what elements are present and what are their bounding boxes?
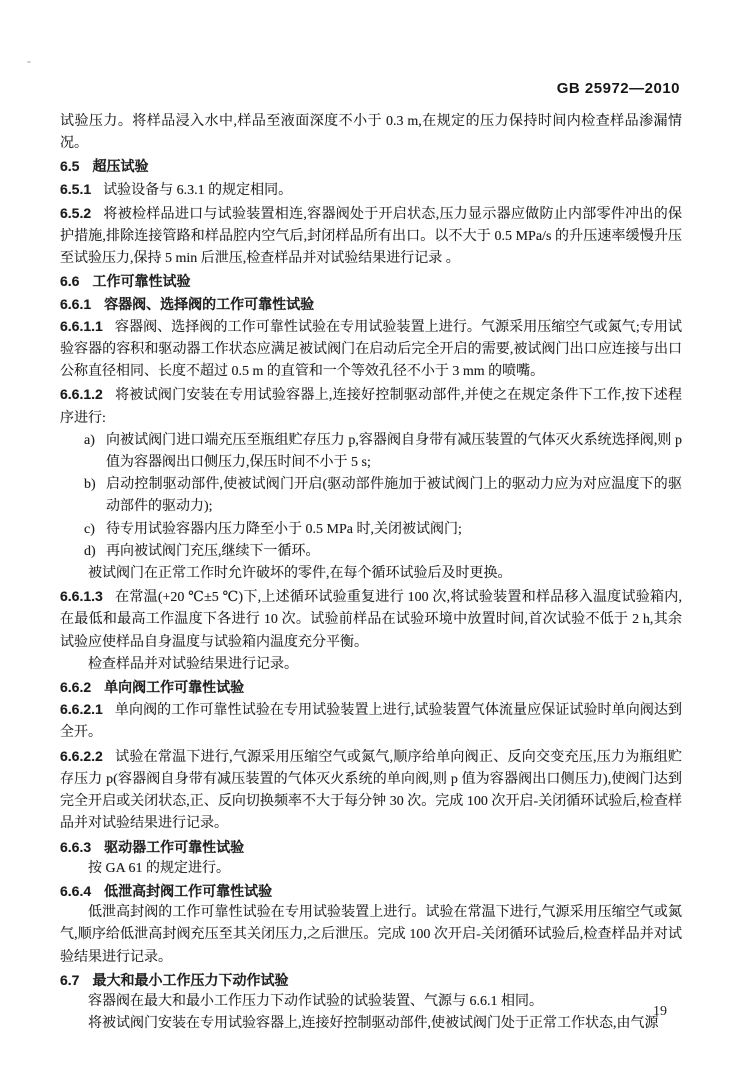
body-paragraph: 试验压力。将样品浸入水中,样品至液面深度不小于 0.3 m,在规定的压力保持时间内检查样品渗漏情况。 xyxy=(60,114,682,152)
clause-heading-6-6-3 xyxy=(60,836,682,858)
procedure-list-item xyxy=(60,430,682,474)
body-paragraph: 低泄高封阀的工作可靠性试验在专用试验装置上进行。试验在常温下进行,气源采用压缩空气或氮气,顺序给低泄高封阀充压至其关闭压力,之后泄压。完成 100 次开启-关闭循环试验后,检查样品并对试验结果进行记录。 xyxy=(60,905,682,965)
clause-paragraph-6-6-2-2 xyxy=(60,745,682,836)
clause-heading-6-6-4 xyxy=(60,880,682,902)
list-text: 向被试阀门进口端充压至瓶组贮存压力 p,容器阀自身带有减压装置的气体灭火系统选择阀,则 p 值为容器阀出口侧压力,保压时间不小于 5 s; xyxy=(106,432,682,471)
page-number: 19 xyxy=(653,1004,667,1019)
procedure-list-item xyxy=(60,519,682,541)
clause-heading-6-6-2 xyxy=(60,676,682,698)
clause-heading-6-6 xyxy=(60,270,682,292)
clause-number: 6.5.2 xyxy=(60,204,92,221)
clause-heading-6-5 xyxy=(60,155,682,177)
procedure-list-item xyxy=(60,541,682,563)
clause-heading-6-6-1 xyxy=(60,293,682,315)
clause-text: 单向阀的工作可靠性试验在专用试验装置上进行,试验装置气体流量应保证试验时单向阀达到全开。 xyxy=(60,703,682,741)
list-text: 再向被试阀门充压,继续下一循环。 xyxy=(106,543,320,559)
clause-number: 6.5.1 xyxy=(60,180,92,197)
body-paragraph: 检查样品并对试验结果进行记录。 xyxy=(88,656,298,672)
clause-heading-6-7 xyxy=(60,969,682,991)
clause-number: 6.6.1.3 xyxy=(60,588,103,605)
clause-text: 容器阀、选择阀的工作可靠性试验在专用试验装置上进行。气源采用压缩空气或氮气;专用试验容器的容积和驱动器工作状态应满足被试阀门在启动后完全开启的需要,被试阀门出口应连接与出口公称直径相同、长度不超过 0.5 m 的直管和一个等效孔径不小于 3 mm 的喷嘴。 xyxy=(60,319,682,380)
list-marker: d) xyxy=(84,543,96,559)
clause-title: 工作可靠性试验 xyxy=(92,273,191,290)
clause-paragraph-6-5-1 xyxy=(60,178,682,202)
clause-title: 最大和最小工作压力下动作试验 xyxy=(92,971,289,988)
clause-number: 6.6.4 xyxy=(60,882,92,899)
clause-title: 超压试验 xyxy=(92,158,149,175)
clause-title: 单向阀工作可靠性试验 xyxy=(104,679,245,696)
clause-number: 6.7 xyxy=(60,971,80,988)
procedure-list-item xyxy=(60,474,682,518)
scan-artifact xyxy=(27,61,31,63)
clause-text: 在常温(+20 ℃±5 ℃)下,上述循环试验重复进行 100 次,将试验装置和样品移入温度试验箱内,在最低和最高工作温度下各进行 10 次。试验前样品在试验环境中放置时间,首次试验不低于 2 h,其余试验应使样品自身温度与试验箱内温度充分平衡。 xyxy=(60,590,682,650)
clause-number: 6.6.2.2 xyxy=(60,747,103,764)
clause-paragraph-6-6-2-1 xyxy=(60,698,682,744)
list-text: 待专用试验容器内压力降至小于 0.5 MPa 时,关闭被试阀门; xyxy=(106,521,462,537)
body-paragraph: 被试阀门在正常工作时允许破坏的零件,在每个循环试验后及时更换。 xyxy=(88,566,512,582)
clause-number: 6.6.1.1 xyxy=(60,317,103,334)
clause-text: 试验设备与 6.3.1 的规定相同。 xyxy=(103,182,293,198)
standard-code: GB 25972—2010 xyxy=(556,80,680,97)
clause-text: 试验在常温下进行,气源采用压缩空气或氮气,顺序给单向阀正、反向交变充压,压力为瓶组贮存压力 p(容器阀自身带有减压装置的气体灭火系统的单向阀,则 p 值为容器阀出口侧压力),使阀门达到完全开启或关闭状态,正、反向切换频率不大于每分钟 30 次。完成 100 次开启-关闭循环试验后,检查样品并对试验结果进行记录。 xyxy=(60,749,682,832)
clause-number: 6.6.2 xyxy=(60,679,92,696)
clause-paragraph-6-6-1-2 xyxy=(60,383,682,429)
clause-number: 6.6.3 xyxy=(60,838,92,855)
list-marker: c) xyxy=(84,521,95,537)
clause-number: 6.6.2.1 xyxy=(60,701,103,718)
page-content xyxy=(60,111,682,1035)
list-text: 启动控制驱动部件,使被试阀门开启(驱动部件施加于被试阀门上的驱动力应为对应温度下的驱动部件的驱动力); xyxy=(106,477,682,515)
clause-paragraph-6-5-2 xyxy=(60,202,682,271)
clause-text: 将被检样品进口与试验装置相连,容器阀处于开启状态,压力显示器应做防止内部零件冲出的保护措施,排除连接管路和样品腔内空气后,封闭样品所有出口。以不大于 0.5 MPa/s 的升压速率缓慢升压至试验压力,保持 5 min 后泄压,检查样品并对试验结果进行记录 。 xyxy=(60,206,682,267)
clause-paragraph-6-6-1-1 xyxy=(60,315,682,384)
body-paragraph: 将被试阀门安装在专用试验容器上,连接好控制驱动部件,使被试阀门处于正常工作状态,由气源 xyxy=(88,1016,659,1032)
clause-text: 将被试阀门安装在专用试验容器上,连接好控制驱动部件,并使之在规定条件下工作,按下述程序进行: xyxy=(60,388,682,426)
clause-number: 6.6.1.2 xyxy=(60,386,103,403)
clause-title: 低泄高封阀工作可靠性试验 xyxy=(104,882,273,899)
clause-number: 6.5 xyxy=(60,158,80,175)
body-paragraph: 按 GA 61 的规定进行。 xyxy=(88,860,230,876)
list-marker: a) xyxy=(84,432,95,448)
body-paragraph: 容器阀在最大和最小工作压力下动作试验的试验装置、气源与 6.6.1 相同。 xyxy=(88,993,543,1009)
clause-paragraph-6-6-1-3 xyxy=(60,585,682,654)
clause-title: 驱动器工作可靠性试验 xyxy=(104,838,245,855)
clause-number: 6.6.1 xyxy=(60,295,92,312)
list-marker: b) xyxy=(84,477,96,493)
clause-title: 容器阀、选择阀的工作可靠性试验 xyxy=(104,295,315,312)
clause-number: 6.6 xyxy=(60,273,80,290)
